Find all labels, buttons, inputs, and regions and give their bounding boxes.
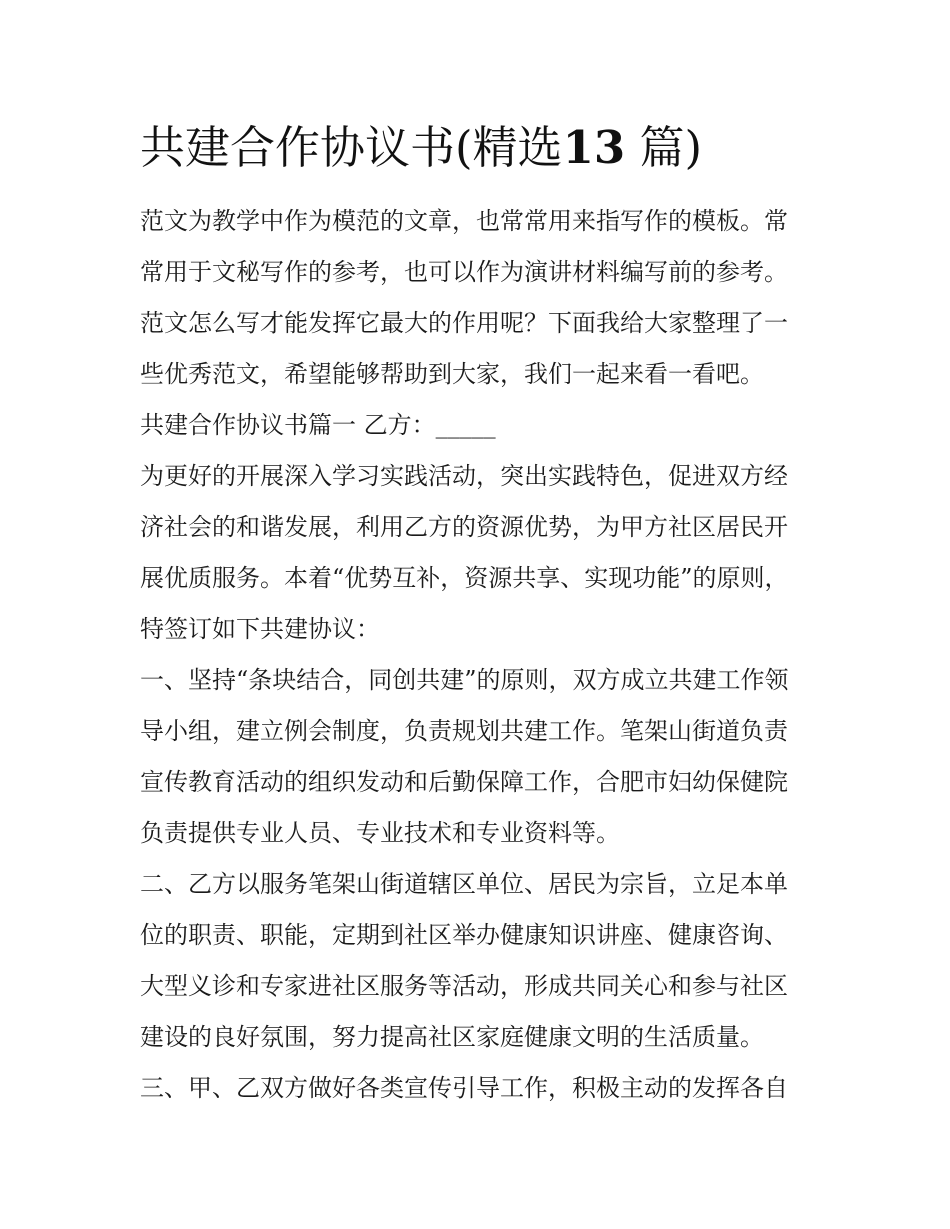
text-line: 些优秀范文，希望能够帮助到大家，我们一起来看一看吧。 (140, 360, 764, 388)
text-line: 常用于文秘写作的参考，也可以作为演讲材料编写前的参考。 (140, 258, 788, 286)
title-prefix: 共建合作协议书(精选 (140, 121, 563, 174)
text-line: 范文怎么写才能发挥它最大的作用呢？下面我给大家整理了一 (140, 309, 788, 337)
text-line: 二、乙方以服务笔架山街道辖区单位、居民为宗旨，立足本单 (140, 870, 788, 898)
title-suffix: 篇) (639, 121, 703, 174)
text-line: 位的职责、职能，定期到社区举办健康知识讲座、健康咨询、 (140, 921, 788, 949)
text-line: 济社会的和谐发展，利用乙方的资源优势，为甲方社区居民开 (140, 513, 788, 541)
title-number: 13 (562, 121, 626, 174)
text-line: 展优质服务。本着“优势互补，资源共享、实现功能”的原则， (140, 564, 789, 592)
text-line: 特签订如下共建协议： (140, 615, 380, 643)
text-line: 范文为教学中作为模范的文章，也常常用来指写作的模板。常 (140, 207, 788, 235)
text-line: 为更好的开展深入学习实践活动，突出实践特色，促进双方经 (140, 462, 788, 490)
text-line: 大型义诊和专家进社区服务等活动，形成共同关心和参与社区 (140, 972, 788, 1000)
document-body (140, 196, 820, 1114)
text-line: 导小组，建立例会制度，负责规划共建工作。笔架山街道负责 (140, 717, 788, 745)
text-line: 负责提供专业人员、专业技术和专业资料等。 (140, 819, 620, 847)
document-title (140, 118, 702, 178)
text-line: 宣传教育活动的组织发动和后勤保障工作，合肥市妇幼保健院 (140, 768, 788, 796)
section-heading: 共建合作协议书篇一 乙方：_____ (140, 411, 496, 439)
text-line: 建设的良好氛围，努力提高社区家庭健康文明的生活质量。 (140, 1023, 764, 1051)
text-line: 一、坚持“条块结合，同创共建”的原则，双方成立共建工作领 (140, 666, 789, 694)
text-line: 三、甲、乙双方做好各类宣传引导工作，积极主动的发挥各自 (140, 1074, 788, 1102)
